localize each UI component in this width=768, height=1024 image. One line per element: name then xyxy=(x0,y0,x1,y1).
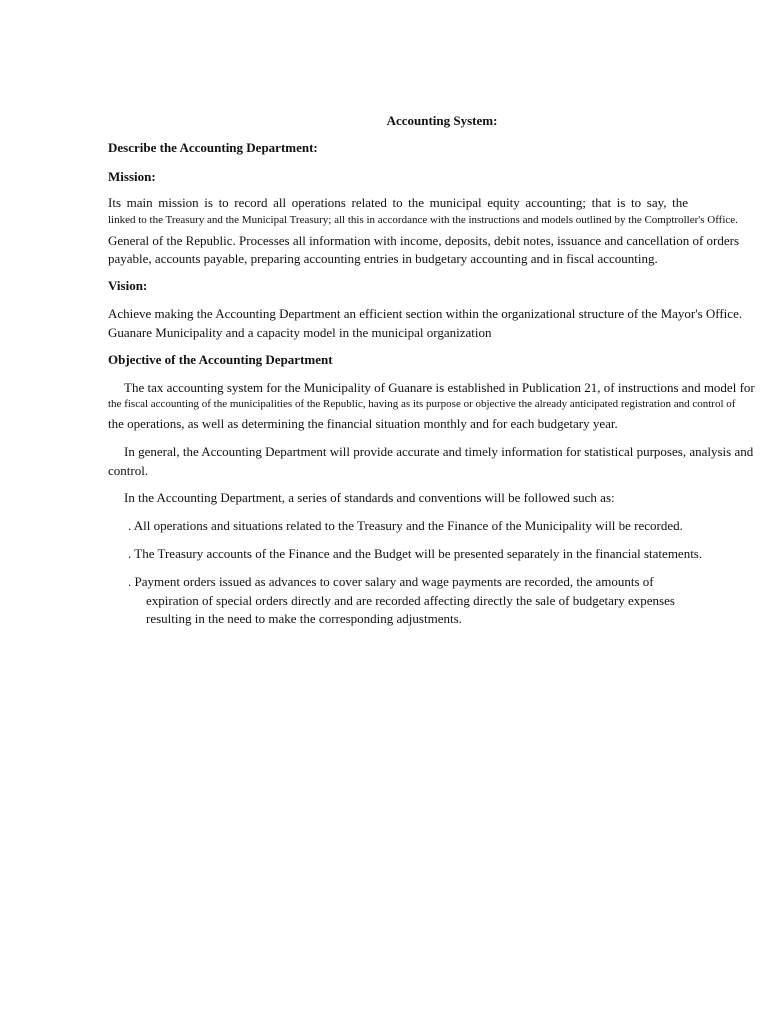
vision-line-2: Guanare Municipality and a capacity model in the municipal organization xyxy=(108,325,492,340)
standards-item-3-line-2: expiration of special orders directly and are recorded affecting directly the sale of budgetary expenses xyxy=(146,593,675,608)
describe-heading: Describe the Accounting Department: xyxy=(108,140,318,155)
objective-heading: Objective of the Accounting Department xyxy=(108,352,333,367)
vision-heading: Vision: xyxy=(108,278,148,293)
mission-line-2: linked to the Treasury and the Municipal Treasury; all this in accordance with the instructions and models outlined by the Comptroller's Office. xyxy=(108,214,738,226)
mission-line-3: General of the Republic. Processes all information with income, deposits, debit notes, issuance and cancellation of orders xyxy=(108,233,740,248)
standards-item-1: . All operations and situations related to the Treasury and the Finance of the Municipality will be recorded. xyxy=(128,518,683,533)
mission-heading: Mission: xyxy=(108,169,156,184)
mission-line-4: payable, accounts payable, preparing accounting entries in budgetary accounting and in fiscal accounting. xyxy=(108,251,658,266)
vision-line-1: Achieve making the Accounting Department an efficient section within the organizational structure of the Mayor's Office. xyxy=(108,306,743,321)
document-title: Accounting System: xyxy=(386,113,498,128)
objective-p1-line-1: The tax accounting system for the Municipality of Guanare is established in Publication 21, of instructions and model for xyxy=(124,380,755,395)
mission-line-1: Its main mission is to record all operations related to the municipal equity accounting; that is to say, the xyxy=(108,195,688,210)
standards-item-3-line-1: . Payment orders issued as advances to cover salary and wage payments are recorded, the amounts of xyxy=(128,574,654,589)
objective-p2-line-2: control. xyxy=(108,463,149,478)
objective-p2-line-1: In general, the Accounting Department will provide accurate and timely information for statistical purposes, analysis and xyxy=(124,444,754,459)
objective-p1-line-2: the fiscal accounting of the municipalities of the Republic, having as its purpose or objective the already anticipated registration and control of xyxy=(108,398,736,410)
standards-item-3-line-3: resulting in the need to make the corresponding adjustments. xyxy=(146,611,462,626)
objective-p1-line-3: the operations, as well as determining the financial situation monthly and for each budgetary year. xyxy=(108,416,618,431)
objective-p3: In the Accounting Department, a series of standards and conventions will be followed such as: xyxy=(124,490,615,505)
standards-item-2: . The Treasury accounts of the Finance and the Budget will be presented separately in the financial statements. xyxy=(128,546,703,561)
